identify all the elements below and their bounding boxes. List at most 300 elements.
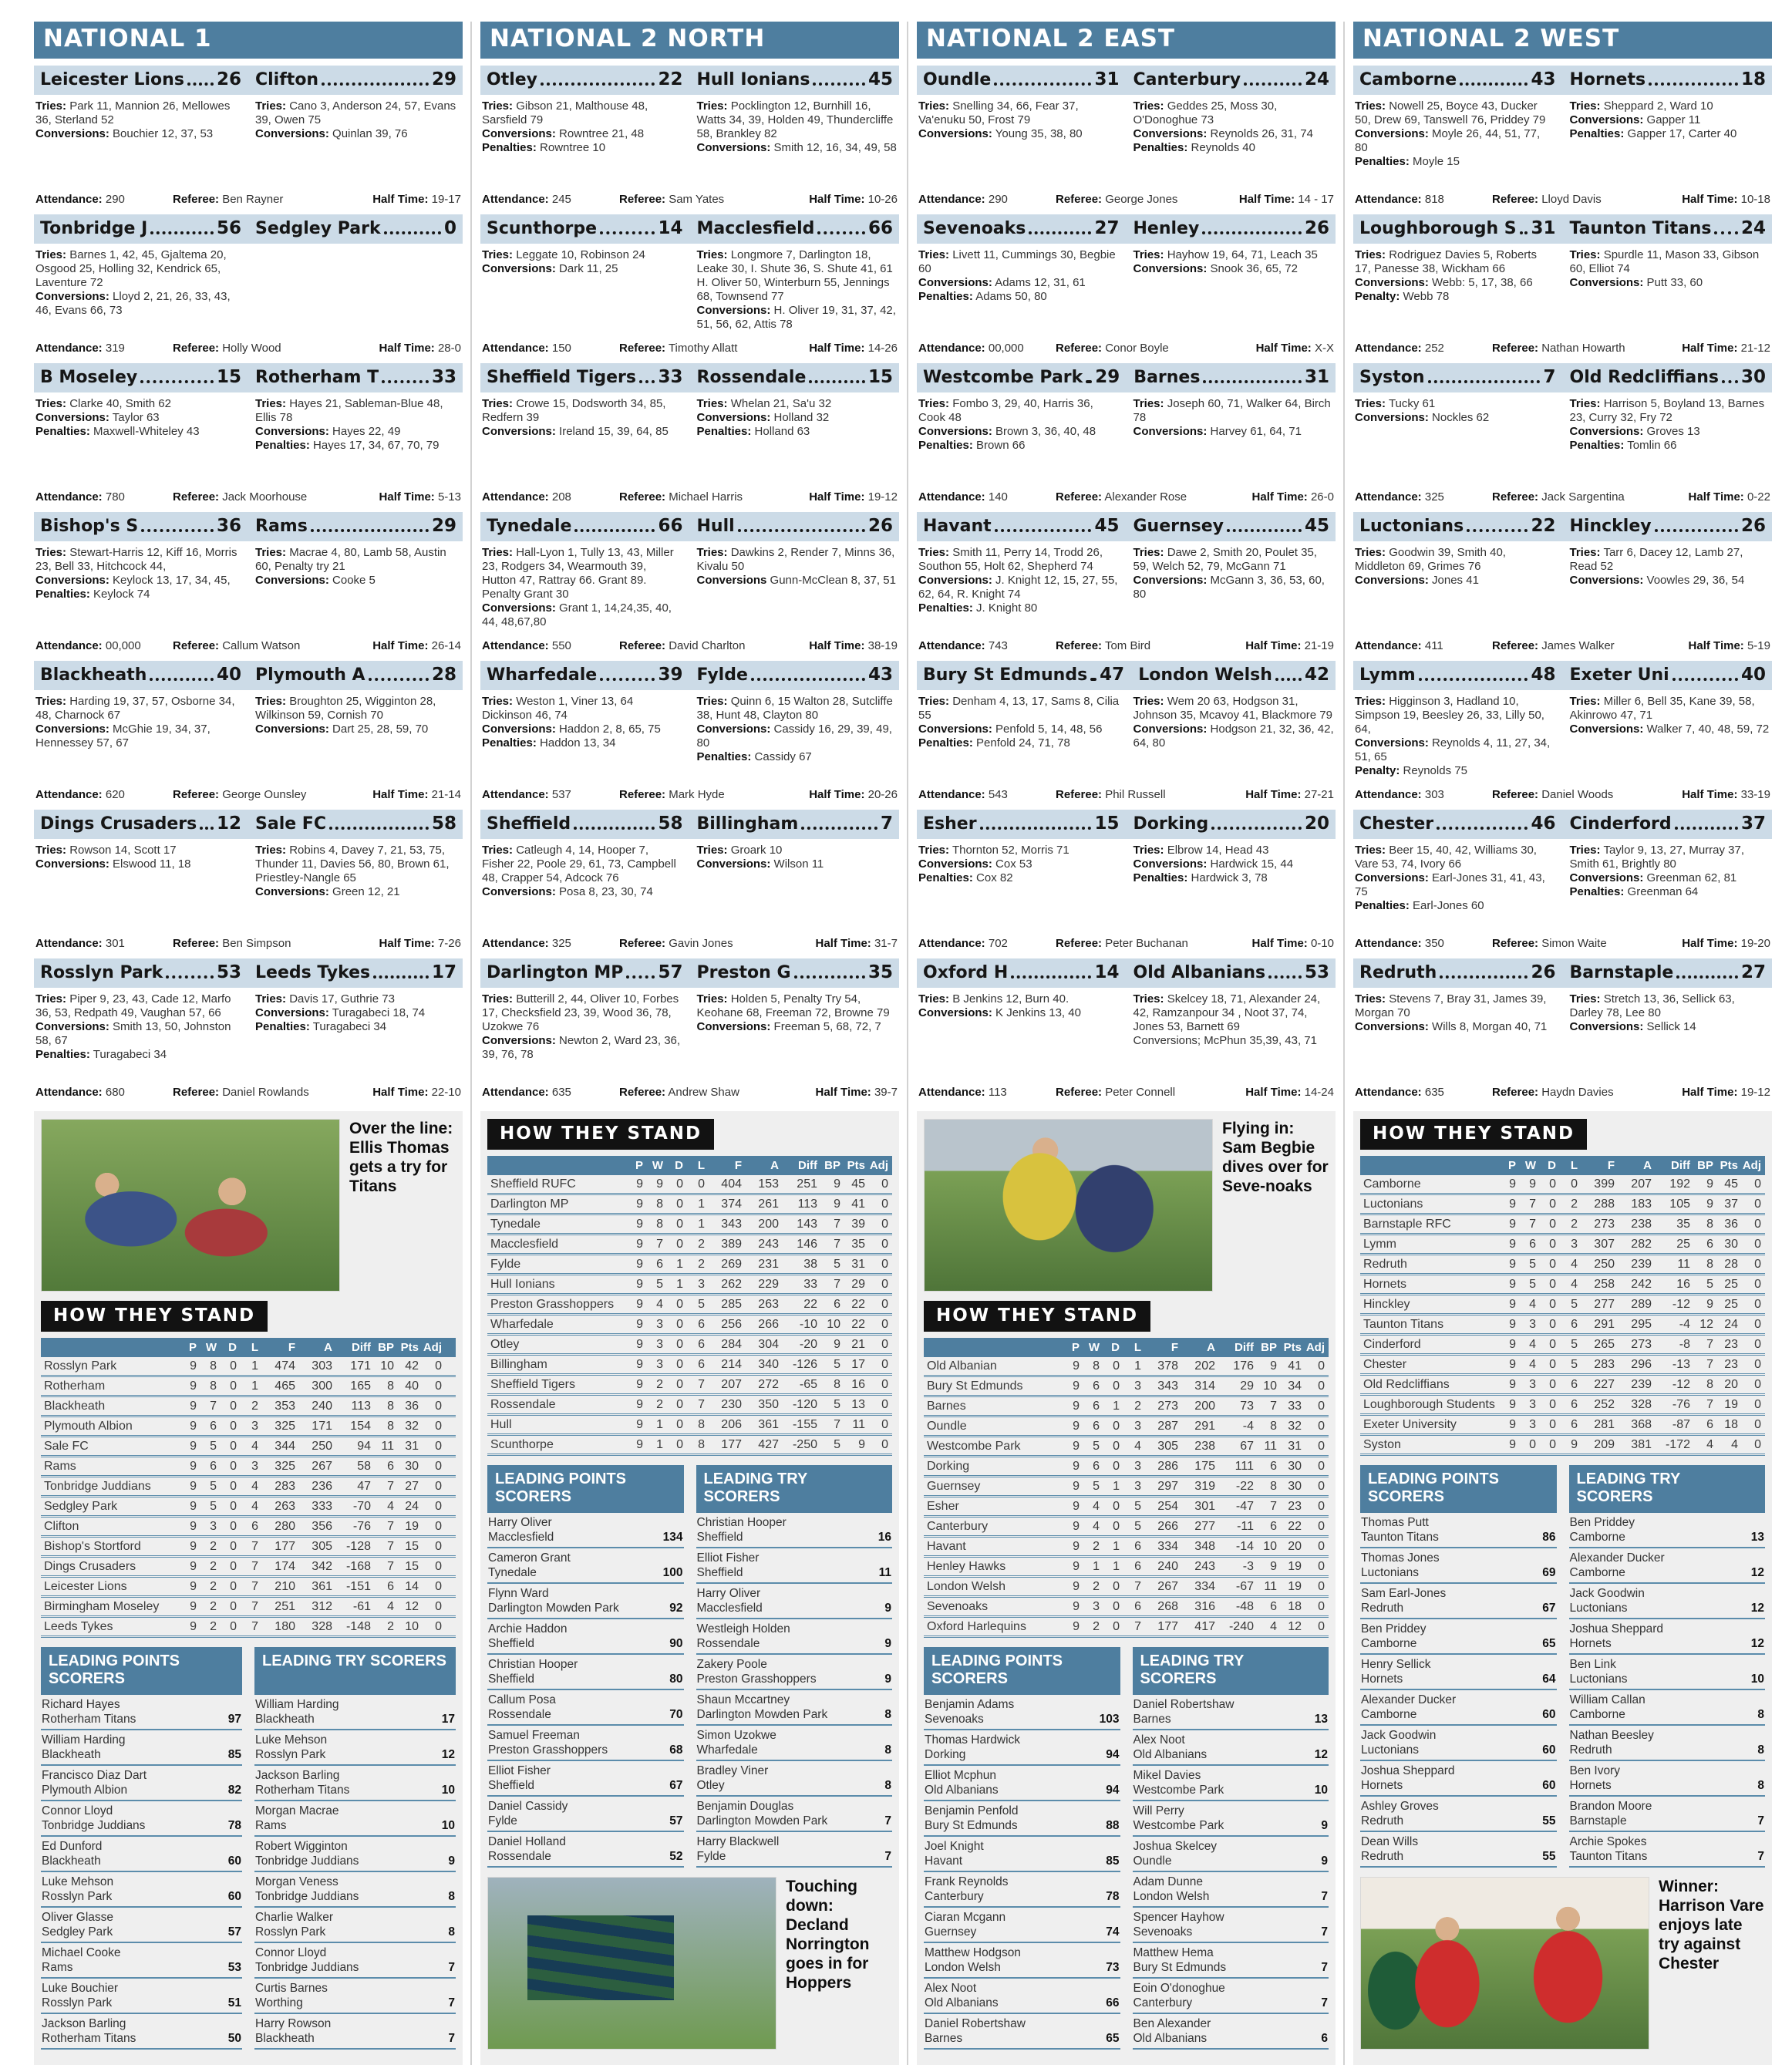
- score-detail-line: [482, 425, 683, 439]
- match-detail: [917, 541, 1336, 639]
- score-detail-line: [1133, 695, 1335, 723]
- leading-try-list: [1569, 1513, 1766, 1868]
- score-detail-label: Conversions:: [35, 574, 109, 587]
- standings-against: 261: [758, 1198, 779, 1211]
- score-detail-label: Conversions:: [35, 1020, 109, 1033]
- score-detail-line: [255, 425, 461, 439]
- score-detail-label: Conversions:: [918, 276, 992, 289]
- standings-pts: 31: [405, 1440, 419, 1453]
- scorer-item: [1133, 1766, 1329, 1801]
- standings-team: Plymouth Albion: [44, 1420, 133, 1433]
- standings-team: Henley Hawks: [927, 1560, 1006, 1573]
- home-team-detail: [918, 844, 1120, 937]
- photo-block-top: [924, 1119, 1329, 1292]
- scorer-item: [1569, 1797, 1766, 1832]
- league-column: [470, 22, 899, 2065]
- away-team-detail: [1570, 546, 1771, 639]
- away-team-name: Guernsey: [1133, 517, 1224, 536]
- standings-drawn: 0: [1549, 1338, 1556, 1351]
- scorer-item: [1133, 1730, 1329, 1766]
- dotted-leader: [1090, 678, 1096, 681]
- standings-against: 295: [1631, 1318, 1652, 1331]
- home-team-detail: [35, 99, 241, 193]
- score-detail-text: Rowntree 21, 48: [559, 127, 645, 140]
- half-time-value: 21-19: [1304, 639, 1334, 652]
- standings-drawn: 0: [230, 1440, 237, 1453]
- away-team-score: 58: [431, 814, 456, 834]
- dotted-leader: [1244, 83, 1302, 86]
- scorer-tries: 9: [884, 1637, 891, 1650]
- standings-row: [924, 1357, 1329, 1377]
- scorer-name: Matthew Hodgson: [925, 1946, 1021, 1959]
- score-detail-label: Tries:: [482, 397, 514, 410]
- score-detail-text: Tarr 6, Dacey 12, Lamb 27, Read 52: [1569, 546, 1743, 573]
- away-team-detail: [255, 695, 461, 788]
- score-detail-label: Tries:: [1569, 397, 1601, 410]
- score-detail-line: [482, 992, 683, 1034]
- dotted-leader: [1211, 827, 1302, 830]
- score-detail-label: Tries:: [35, 546, 67, 559]
- standings-bp: 7: [834, 1238, 840, 1251]
- standings-adj: 0: [1754, 1418, 1761, 1431]
- scorer-tries: 10: [1314, 1784, 1328, 1797]
- standings-won: 3: [1529, 1318, 1536, 1331]
- standings-header-bp: BP: [378, 1341, 394, 1354]
- score-detail-label: Penalties:: [482, 141, 537, 154]
- dotted-leader: [382, 380, 429, 383]
- score-detail-text: Miller 6, Bell 35, Kane 39, 58, Akinrowo 47, 71: [1569, 695, 1755, 722]
- score-detail-line: [918, 736, 1120, 750]
- scorer-item: [924, 1766, 1120, 1801]
- scorer-item: [696, 1655, 893, 1690]
- scorer-name: William Harding: [255, 1698, 339, 1711]
- attendance-label: Attendance:: [35, 193, 103, 206]
- referee-value: Nathan Howarth: [1541, 342, 1625, 355]
- away-team-name: Rotherham T: [255, 368, 379, 387]
- score-detail-label: Tries:: [482, 992, 514, 1006]
- standings-diff: -20: [799, 1338, 817, 1351]
- scorer-item: [1133, 1872, 1329, 1908]
- match-report: [1353, 363, 1772, 505]
- standings-bp: 11: [381, 1440, 394, 1453]
- score-detail-label: Penalties:: [482, 736, 537, 750]
- standings-diff: 73: [1240, 1400, 1254, 1413]
- score-detail-text: Dark 11, 25: [559, 262, 618, 275]
- away-team-name: Leeds Tykes: [255, 963, 371, 982]
- referee-label: Referee:: [1492, 788, 1539, 801]
- scorer-points: 86: [1542, 1531, 1556, 1544]
- score-detail-label: Penalties:: [35, 425, 90, 438]
- dotted-leader: [187, 83, 214, 86]
- score-detail-text: Hayes 21, Sableman-Blue 48, Ellis 78: [255, 397, 443, 424]
- referee-label: Referee:: [1492, 490, 1539, 504]
- scorer-name: Harry Blackwell: [696, 1835, 780, 1848]
- home-team-name: Redruth: [1359, 963, 1437, 982]
- scorer-name: Sam Earl-Jones: [1361, 1587, 1447, 1600]
- standings-lost: 6: [1571, 1378, 1578, 1391]
- standings-team: Scunthorpe: [490, 1438, 554, 1451]
- score-detail-label: Tries:: [482, 695, 514, 708]
- standings-for: 273: [1157, 1400, 1178, 1413]
- standings-played: 9: [190, 1600, 197, 1613]
- attendance: [482, 639, 619, 652]
- standings-against: 348: [1194, 1540, 1215, 1553]
- scorer-tries: 13: [1750, 1531, 1764, 1544]
- standings-lost: 3: [1134, 1379, 1141, 1393]
- dotted-leader: [801, 827, 877, 830]
- score-detail-text: Nockles 62: [1432, 411, 1490, 424]
- standings-bp: 5: [834, 1438, 840, 1451]
- scorer-club: Sheffield: [488, 1673, 535, 1686]
- score-detail-line: [35, 723, 241, 750]
- scorer-name: Jack Goodwin: [1361, 1729, 1437, 1742]
- standings-bp: 7: [387, 1520, 394, 1533]
- standings-diff: -120: [792, 1398, 817, 1411]
- scorer-tries: 12: [1750, 1637, 1764, 1650]
- scorer-item: [924, 1730, 1120, 1766]
- attendance: [918, 490, 1056, 504]
- photo-block-bottom: [487, 1877, 892, 2050]
- scorer-points: 88: [1106, 1819, 1120, 1832]
- scorer-tries: 7: [448, 1996, 455, 2009]
- standings-team: Otley: [490, 1338, 520, 1351]
- away-team: [1570, 516, 1767, 536]
- match-detail: [917, 244, 1336, 342]
- match-report: [917, 958, 1336, 1100]
- scorer-club: Hornets: [1361, 1779, 1403, 1792]
- match-report: [480, 958, 899, 1100]
- score-detail-line: [697, 141, 898, 155]
- home-team-detail: [482, 695, 683, 788]
- scorer-points: 69: [1542, 1566, 1556, 1579]
- standings-lost: 5: [698, 1298, 705, 1311]
- score-detail-line: [697, 304, 898, 332]
- standings-played: 9: [190, 1540, 197, 1553]
- standings-won: 3: [1529, 1378, 1536, 1391]
- score-detail-line: [1133, 574, 1335, 601]
- standings-lost: 7: [251, 1620, 258, 1633]
- standings-lost: 7: [698, 1378, 705, 1391]
- standings-bp: 6: [1270, 1520, 1277, 1533]
- score-detail-label: Conversions:: [482, 601, 556, 615]
- standings-adj: 0: [881, 1298, 888, 1311]
- standings-adj: 0: [1318, 1500, 1325, 1513]
- home-team-score: 43: [1531, 69, 1556, 89]
- attendance-label: Attendance:: [1355, 342, 1422, 355]
- scorer-name: Ben Alexander: [1133, 2017, 1211, 2030]
- referee-label: Referee:: [173, 193, 220, 206]
- score-detail-line: [918, 99, 1120, 127]
- standings-table: [1360, 1156, 1765, 1456]
- standings-drawn: 1: [1113, 1400, 1120, 1413]
- score-detail-label: Conversions:: [1569, 871, 1644, 884]
- away-team: [1570, 218, 1767, 238]
- score-detail-line: [255, 1020, 461, 1034]
- standings-for: 252: [1594, 1398, 1615, 1411]
- score-detail-text: H. Oliver 19, 31, 37, 42, 51, 56, 62, Attis 78: [696, 304, 896, 331]
- scorer-tries: 7: [448, 2032, 455, 2045]
- standings-played: 9: [636, 1338, 643, 1351]
- scorer-points: 85: [1106, 1854, 1120, 1868]
- standings-adj: 0: [1318, 1420, 1325, 1433]
- score-detail-text: Cassidy 67: [754, 750, 812, 763]
- score-detail-text: Holland 32: [773, 411, 830, 424]
- home-team-detail: [482, 99, 683, 193]
- score-detail-line: [35, 411, 241, 425]
- home-team: [40, 665, 241, 685]
- referee-value: Ben Rayner: [222, 193, 284, 206]
- scorer-item: [41, 2014, 242, 2050]
- standings-against: 250: [312, 1440, 332, 1453]
- home-team-score: 7: [1543, 367, 1556, 387]
- score-detail-text: Earl-Jones 60: [1413, 899, 1484, 912]
- attendance-value: 743: [988, 639, 1008, 652]
- attendance: [918, 1086, 1056, 1099]
- scorer-item: [1360, 1761, 1557, 1797]
- how-they-stand-wrap: [487, 1119, 892, 1150]
- scorer-club: London Welsh: [925, 1961, 1001, 1974]
- leading-try-header: LEADING TRY SCORERS: [254, 1647, 456, 1695]
- match-report: [917, 66, 1336, 207]
- attendance-label: Attendance:: [918, 490, 985, 504]
- scorer-club: Darlington Mowden Park: [488, 1602, 619, 1615]
- standings-team: Syston: [1363, 1438, 1401, 1451]
- standings-lost: 8: [698, 1418, 705, 1431]
- home-team: [40, 814, 241, 834]
- attendance-value: 620: [105, 788, 125, 801]
- score-detail-text: Dawe 2, Smith 20, Poulet 35, 59, Welch 52, 79, McGann 71: [1133, 546, 1317, 573]
- home-team-score: 53: [216, 962, 241, 982]
- standings-bp: 8: [387, 1400, 394, 1413]
- match-detail: [480, 392, 899, 490]
- standings-diff: 29: [1240, 1379, 1254, 1393]
- half-time-label: Half Time:: [1245, 1086, 1302, 1099]
- score-detail-line: [1133, 857, 1335, 871]
- scorer-name: Ben Priddey: [1361, 1622, 1427, 1635]
- standings-for: 273: [1594, 1218, 1615, 1231]
- score-detail-label: Conversions:: [482, 1034, 556, 1047]
- scorer-club: Guernsey: [925, 1925, 977, 1939]
- standings-diff: 154: [350, 1420, 371, 1433]
- standings-row: [924, 1518, 1329, 1538]
- scorer-club: Camborne: [1361, 1708, 1417, 1721]
- match-footer: [1353, 788, 1772, 803]
- standings-pts: 23: [1724, 1338, 1738, 1351]
- scorer-points: 134: [662, 1531, 683, 1544]
- score-detail-text: Sellick 14: [1646, 1020, 1696, 1033]
- standings-against: 333: [312, 1500, 332, 1513]
- score-detail-text: Tomlin 66: [1627, 439, 1677, 452]
- score-detail-line: [1355, 411, 1556, 425]
- half-time-value: 14-24: [1304, 1086, 1334, 1099]
- scorer-club: Rosslyn Park: [255, 1748, 326, 1761]
- standings-row: [487, 1255, 892, 1275]
- scorer-club: Tonbridge Juddians: [42, 1819, 146, 1832]
- match-report: [917, 661, 1336, 803]
- score-detail-text: Rodriguez Davies 5, Roberts 17, Panesse 38, Wickham 66: [1355, 248, 1537, 275]
- attendance-label: Attendance:: [482, 639, 549, 652]
- standings-pts: 24: [1724, 1318, 1738, 1331]
- scorer-points: 51: [227, 1996, 241, 2009]
- match-footer: [480, 490, 899, 505]
- dotted-leader: [1419, 678, 1528, 681]
- standings-team: London Welsh: [927, 1580, 1005, 1593]
- score-detail-text: Brown 3, 36, 40, 48: [995, 425, 1096, 438]
- leading-points-header: LEADING POINTS SCORERS: [924, 1647, 1120, 1695]
- standings-bp: 7: [387, 1480, 394, 1493]
- scorer-item: [696, 1726, 893, 1761]
- standings-bp: 7: [1706, 1338, 1713, 1351]
- score-detail-text: Maxwell-Whiteley 43: [93, 425, 200, 438]
- standings-row: [487, 1416, 892, 1436]
- scorer-tries: 7: [1757, 1850, 1764, 1863]
- score-detail-label: Penalty:: [1355, 290, 1400, 303]
- referee-value: Peter Connell: [1105, 1086, 1176, 1099]
- home-team: [923, 516, 1120, 536]
- referee-value: James Walker: [1541, 639, 1615, 652]
- standings-won: 2: [210, 1540, 217, 1553]
- dotted-leader: [994, 83, 1091, 86]
- score-detail-text: Hayes 22, 49: [332, 425, 401, 438]
- standings-header-adj: Adj: [423, 1341, 442, 1354]
- away-team-name: Taunton Titans: [1569, 219, 1712, 238]
- score-detail-line: [35, 695, 241, 723]
- scorer-club: Havant: [925, 1854, 963, 1868]
- score-detail-label: Conversions:: [696, 304, 771, 317]
- half-time: [809, 490, 898, 504]
- standings-header-p: P: [1507, 1159, 1516, 1172]
- standings-drawn: 0: [230, 1420, 237, 1433]
- leading-try-list: [254, 1695, 456, 2050]
- standings-team: Camborne: [1363, 1177, 1421, 1191]
- standings-header-l: L: [697, 1159, 705, 1172]
- standings-drawn: 0: [1113, 1500, 1120, 1513]
- attendance-value: 411: [1424, 639, 1443, 652]
- match-footer: [1353, 1086, 1772, 1100]
- standings-row: [41, 1558, 456, 1578]
- match-header: [34, 214, 463, 244]
- home-team-score: 48: [1531, 665, 1556, 685]
- score-detail-line: [1570, 439, 1771, 453]
- home-team-detail: [1355, 992, 1556, 1086]
- scorer-name: Oliver Glasse: [42, 1911, 114, 1924]
- score-detail-text: Green 12, 21: [332, 885, 400, 898]
- standings-adj: 0: [1318, 1379, 1325, 1393]
- score-detail-label: Conversions:: [35, 857, 109, 871]
- scorer-tries: 8: [1757, 1779, 1764, 1792]
- away-team: [1133, 962, 1330, 982]
- referee: [1056, 788, 1245, 801]
- standings-drawn: 0: [230, 1580, 237, 1593]
- standings-pts: 31: [851, 1258, 865, 1271]
- standings-played: 9: [1073, 1540, 1080, 1553]
- referee-label: Referee:: [173, 342, 220, 355]
- standings-played: 9: [190, 1460, 197, 1473]
- score-detail-label: Conversions:: [1133, 425, 1208, 438]
- standings-won: 2: [210, 1580, 217, 1593]
- standings-row: [41, 1518, 456, 1538]
- score-detail-text: Holden 5, Penalty Try 54, Keohane 68, Freeman 72, Browne 79: [696, 992, 890, 1019]
- score-detail-line: [1570, 276, 1771, 290]
- score-detail-label: Tries:: [1355, 397, 1386, 410]
- scorer-name: Harry Rowson: [255, 2017, 332, 2030]
- leading-points-list: [1360, 1513, 1557, 1868]
- score-detail-line: [1355, 992, 1556, 1020]
- standings-for: 240: [1157, 1560, 1178, 1573]
- standings-pts: 19: [405, 1520, 419, 1533]
- standings-lost: 4: [251, 1500, 258, 1513]
- scorer-item: [1133, 1695, 1329, 1730]
- standings-against: 243: [758, 1238, 779, 1251]
- league-column: [907, 22, 1336, 2065]
- standings-team: Leicester Lions: [44, 1580, 127, 1593]
- away-team-name: Barnes: [1133, 368, 1201, 387]
- standings-against: 312: [312, 1600, 332, 1613]
- attendance: [35, 1086, 173, 1099]
- score-detail-line: [482, 546, 683, 601]
- standings-played: 9: [1509, 1218, 1516, 1231]
- score-detail-line: [482, 736, 683, 750]
- attendance: [1355, 937, 1492, 950]
- scorer-club: Tonbridge Juddians: [255, 1961, 359, 1974]
- standings-played: 9: [190, 1560, 197, 1573]
- score-detail-line: [1570, 885, 1771, 899]
- score-detail-text: Skelcey 18, 71, Alexander 24, 42, Ramzanpour 34 , Noot 37, 74, Jones 53, Barnett 69: [1133, 992, 1321, 1033]
- scorer-name: Westleigh Holden: [696, 1622, 790, 1635]
- match-footer: [917, 1086, 1336, 1100]
- score-detail-line: [35, 127, 241, 141]
- score-detail-line: [255, 695, 461, 723]
- home-team-name: Blackheath: [40, 665, 147, 685]
- away-team: [697, 665, 894, 685]
- attendance-label: Attendance:: [482, 490, 549, 504]
- standings-lost: 5: [1571, 1298, 1578, 1311]
- attendance-value: 543: [988, 788, 1008, 801]
- referee-label: Referee:: [619, 490, 666, 504]
- scorer-points: 78: [227, 1819, 241, 1832]
- scorer-club: Hornets: [1569, 1637, 1612, 1650]
- standings-bp: 8: [1270, 1420, 1277, 1433]
- away-team-detail: [1570, 695, 1771, 788]
- score-detail-label: Tries:: [255, 992, 287, 1006]
- scorer-name: Daniel Robertshaw: [925, 2017, 1026, 2030]
- attendance-label: Attendance:: [918, 1086, 985, 1099]
- dotted-leader: [574, 827, 655, 830]
- match-report: [1353, 214, 1772, 356]
- standings-team: Westcombe Park: [927, 1440, 1021, 1453]
- standings-team: Leeds Tykes: [44, 1620, 113, 1633]
- away-team: [697, 218, 894, 238]
- scorer-club: Luctonians: [1569, 1602, 1628, 1615]
- score-detail-line: [697, 844, 898, 857]
- standings-lost: 2: [1571, 1218, 1578, 1231]
- score-detail-text: J. Knight 12, 15, 27, 55, 62, 64, R. Knight 74: [918, 574, 1118, 601]
- standings-won: 5: [210, 1500, 217, 1513]
- standings-adj: 0: [1318, 1460, 1325, 1473]
- home-team-name: Westcombe Park: [923, 368, 1083, 387]
- standings-diff: 251: [797, 1177, 817, 1191]
- standings-played: 9: [1073, 1580, 1080, 1593]
- referee-label: Referee:: [1492, 639, 1539, 652]
- score-detail-label: Tries:: [696, 99, 728, 113]
- match-report: [34, 214, 463, 356]
- standings-adj: 0: [1318, 1480, 1325, 1493]
- score-detail-line: [1133, 141, 1335, 155]
- score-detail-line: [35, 574, 241, 588]
- standings-diff: -172: [1665, 1438, 1690, 1451]
- standings-drawn: 0: [1549, 1378, 1556, 1391]
- half-time-label: Half Time:: [1238, 193, 1295, 206]
